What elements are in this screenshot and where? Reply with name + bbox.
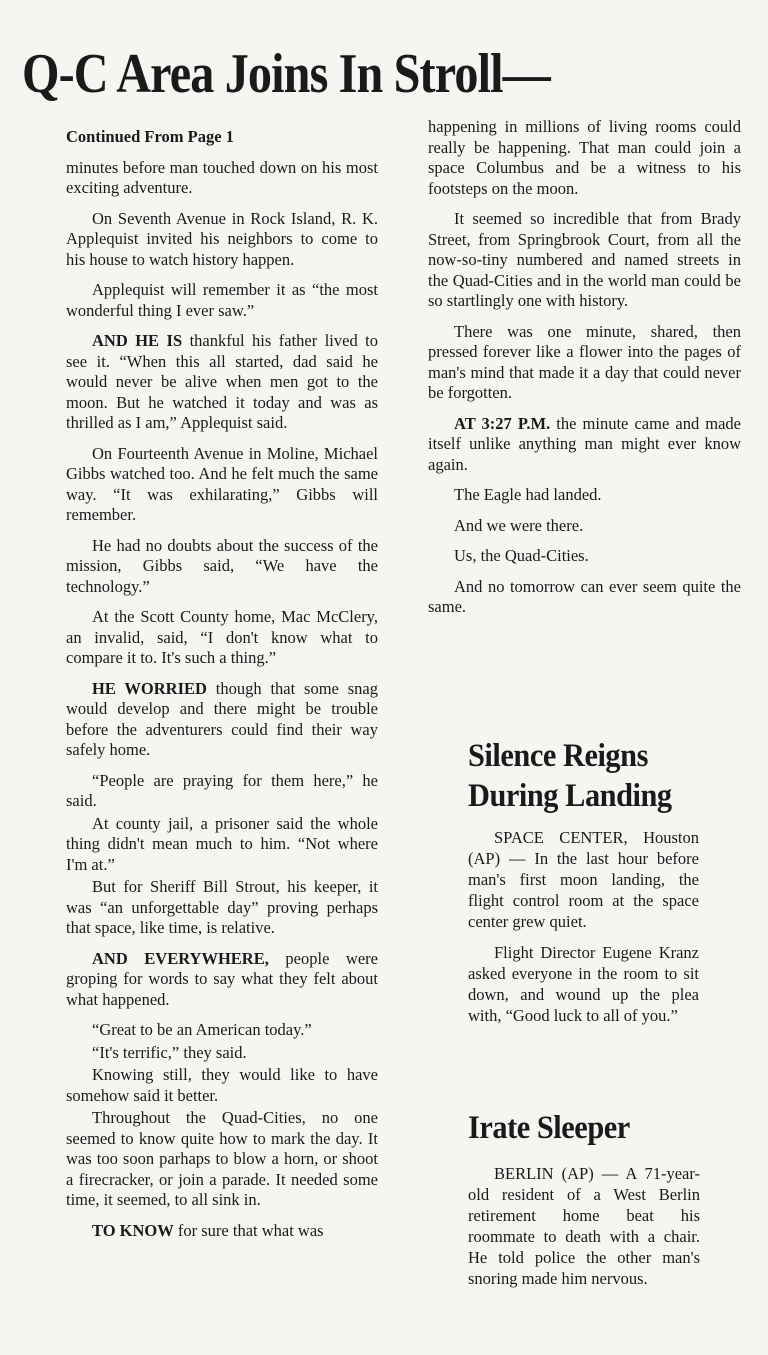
paragraph: SPACE CENTER, Houston (AP) — In the last hour before man's first moon landing, the flight control room at the space center grew quiet. xyxy=(468,828,699,931)
paragraph: AT 3:27 P.M. the minute came and made itself unlike anything man might ever know again. xyxy=(428,413,742,474)
paragraph: Flight Director Eugene Kranz asked everyone in the room to sit down, and wound up the plea with, “Good luck to all of you.” xyxy=(468,943,699,1025)
paragraph: TO KNOW for sure that what was xyxy=(92,1220,324,1240)
silence-story-headline xyxy=(468,736,689,816)
paragraph: AND HE IS thankful his father lived to see it. “When this all started, dad said he would never be alive when men got to the moon. But he watched it today and was as thrilled as I am,” Applequist said. xyxy=(66,331,378,432)
paragraph: minutes before man touched down on his most exciting adventure. xyxy=(66,157,378,197)
paragraph: But for Sheriff Bill Strout, his keeper, it was “an unforgettable day” proving perhaps that space, like time, is relative. xyxy=(66,877,378,937)
headline-line: During Landing xyxy=(468,778,672,814)
paragraph: On Fourteenth Avenue in Moline, Michael Gibbs watched too. And he felt much the same way. “It was exhilarating,” Gibbs will remember. xyxy=(66,443,378,524)
paragraph: On Seventh Avenue in Rock Island, R. K. Applequist invited his neighbors to come to his house to watch history happen. xyxy=(66,208,378,269)
paragraph: It seemed so incredible that from Brady Street, from Springbrook Court, from all the now-so-tiny numbered and named streets in the Quad-Cities and in the world man could be so startlingly one with history. xyxy=(428,209,741,310)
paragraph: AND EVERYWHERE, people were groping for words to say what they felt about what happened. xyxy=(66,948,378,1009)
paragraph: And we were there. xyxy=(454,515,584,535)
right-column xyxy=(428,117,741,628)
sleeper-story-headline xyxy=(468,1108,644,1148)
headline-line: Silence Reigns xyxy=(468,738,648,774)
continued-byline: Continued From Page 1 xyxy=(66,127,234,146)
paragraph: Knowing still, they would like to have somehow said it better. xyxy=(66,1065,378,1105)
sleeper-story-body xyxy=(468,1163,700,1299)
paragraph: At the Scott County home, Mac McClery, an invalid, said, “I don't know what to compare it to. It's such a thing.” xyxy=(66,607,378,667)
paragraph: BERLIN (AP) — A 71-year-old resident of a West Berlin retirement home beat his roommate to death with a chair. He told police the other man's snoring made him nervous. xyxy=(468,1164,700,1288)
paragraph: The Eagle had landed. xyxy=(454,485,602,504)
paragraph: He had no doubts about the success of the mission, Gibbs said, “We have the technology.” xyxy=(66,535,378,596)
paragraph: happening in millions of living rooms could really be happening. That man could join a space Columbus and be a witness to his footsteps on the moon. xyxy=(428,117,741,198)
paragraph: There was one minute, shared, then pressed forever like a flower into the pages of man's mind that made it a day that could never be forgotten. xyxy=(428,321,741,402)
paragraph: “Great to be an American today.” xyxy=(92,1020,312,1039)
paragraph: At county jail, a prisoner said the whole thing didn't mean much to him. “Not where I'm at.” xyxy=(66,813,378,874)
paragraph-lead: AND HE IS xyxy=(92,331,183,350)
left-column xyxy=(66,127,378,1251)
paragraph-lead: AT 3:27 P.M. xyxy=(454,413,551,433)
main-headline: Q-C Area Joins In Stroll— xyxy=(22,43,550,105)
paragraph: “People are praying for them here,” he said. xyxy=(66,770,378,810)
paragraph-lead: AND EVERYWHERE, xyxy=(92,948,269,968)
paragraph-lead: TO KNOW xyxy=(92,1220,174,1240)
paragraph: Throughout the Quad-Cities, no one seemed to know quite how to mark the day. It was too soon parhaps to blow a horn, or shoot a firecracker, or join a parade. It needed some time, it seemed, to all sink in. xyxy=(66,1108,378,1209)
paragraph: Us, the Quad-Cities. xyxy=(454,546,589,565)
paragraph: HE WORRIED though that some snag would develop and there might be trouble before the adventurers could find their way safely home. xyxy=(66,678,378,759)
paragraph-lead: HE WORRIED xyxy=(92,678,207,698)
paragraph: And no tomorrow can ever seem quite the same. xyxy=(428,576,741,616)
paragraph: Applequist will remember it as “the most wonderful thing I ever saw.” xyxy=(66,280,378,320)
silence-story-body xyxy=(468,827,699,1036)
headline-line: Irate Sleeper xyxy=(468,1110,630,1146)
paragraph: “It's terrific,” they said. xyxy=(92,1042,247,1062)
